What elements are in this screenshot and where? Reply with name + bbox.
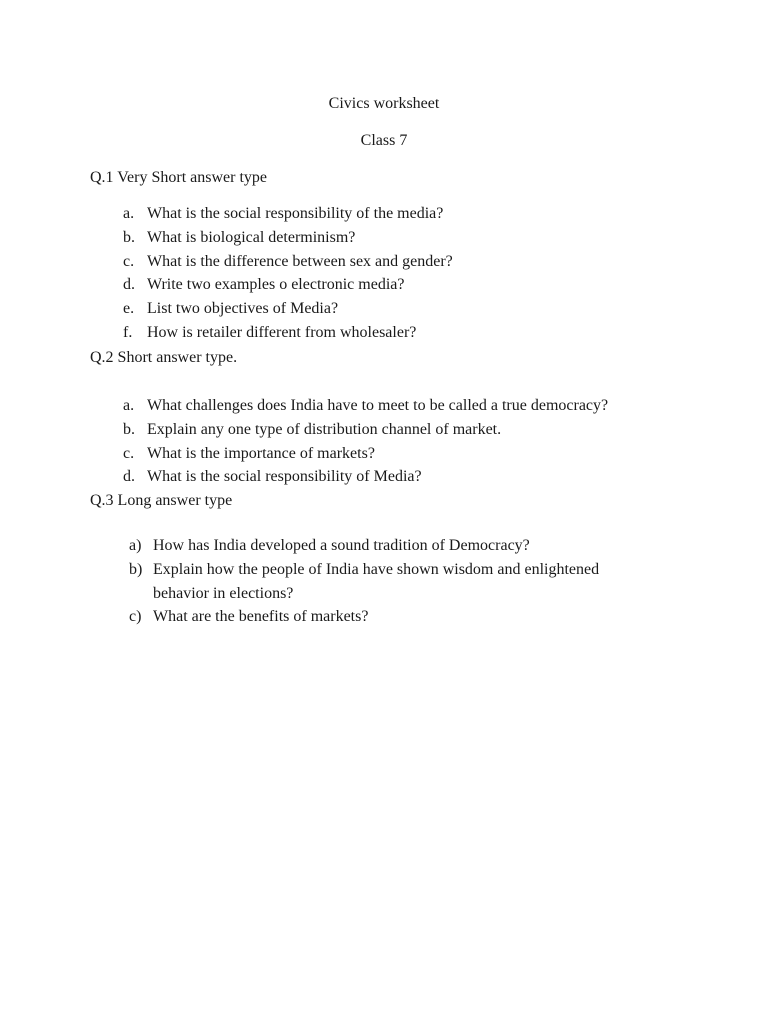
question-item xyxy=(123,394,727,418)
question-marker: c. xyxy=(123,444,135,462)
question-marker: a. xyxy=(123,397,135,414)
question-text: What challenges does India have to meet to be called a true democracy? xyxy=(147,397,609,414)
section-heading-q1: Q.1 Very Short answer type xyxy=(90,169,268,186)
question-item xyxy=(123,465,727,489)
section-heading-q3: Q.3 Long answer type xyxy=(90,492,233,509)
question-text: Write two examples o electronic media? xyxy=(147,276,405,294)
question-text: Explain how the people of India have shown wisdom and enlightened behavior in elections? xyxy=(153,560,600,602)
question-item xyxy=(123,321,707,345)
question-marker: a. xyxy=(123,205,135,222)
section-heading-q2: Q.2 Short answer type. xyxy=(90,349,238,366)
question-marker: f. xyxy=(123,323,133,341)
question-text: What is the social responsibility of Media? xyxy=(147,468,422,486)
question-item xyxy=(123,250,707,274)
question-item xyxy=(129,605,653,629)
question-item xyxy=(129,558,653,606)
question-marker: b. xyxy=(123,228,135,246)
question-marker: d. xyxy=(123,468,135,486)
question-item xyxy=(123,202,707,226)
question-marker: c) xyxy=(129,608,142,626)
question-text: What is the importance of markets? xyxy=(147,444,375,462)
question-text: What is the difference between sex and gender? xyxy=(147,252,453,270)
question-text: Explain any one type of distribution channel of market. xyxy=(147,420,502,438)
question-text: How is retailer different from wholesaler? xyxy=(147,323,417,341)
question-item xyxy=(123,442,727,466)
question-item xyxy=(123,297,707,321)
question-marker: d. xyxy=(123,276,135,294)
question-text: How has India developed a sound tradition of Democracy? xyxy=(153,537,530,554)
class-label: Class 7 xyxy=(360,132,408,149)
question-text: What is the social responsibility of the media? xyxy=(147,205,444,222)
question-marker: b. xyxy=(123,420,135,438)
question-text: What is biological determinism? xyxy=(147,228,356,246)
question-marker: e. xyxy=(123,300,135,318)
question-item xyxy=(123,273,707,297)
question-text: What are the benefits of markets? xyxy=(153,608,369,626)
question-marker: a) xyxy=(129,537,142,554)
question-list-q3 xyxy=(129,534,653,629)
document-title: Civics worksheet xyxy=(328,95,440,112)
question-item xyxy=(123,418,727,442)
question-marker: b) xyxy=(129,560,143,578)
question-list-q2 xyxy=(123,394,727,489)
question-text: List two objectives of Media? xyxy=(147,300,339,318)
question-item xyxy=(129,534,653,558)
question-marker: c. xyxy=(123,252,135,270)
question-list-q1 xyxy=(123,202,707,345)
question-item xyxy=(123,226,707,250)
